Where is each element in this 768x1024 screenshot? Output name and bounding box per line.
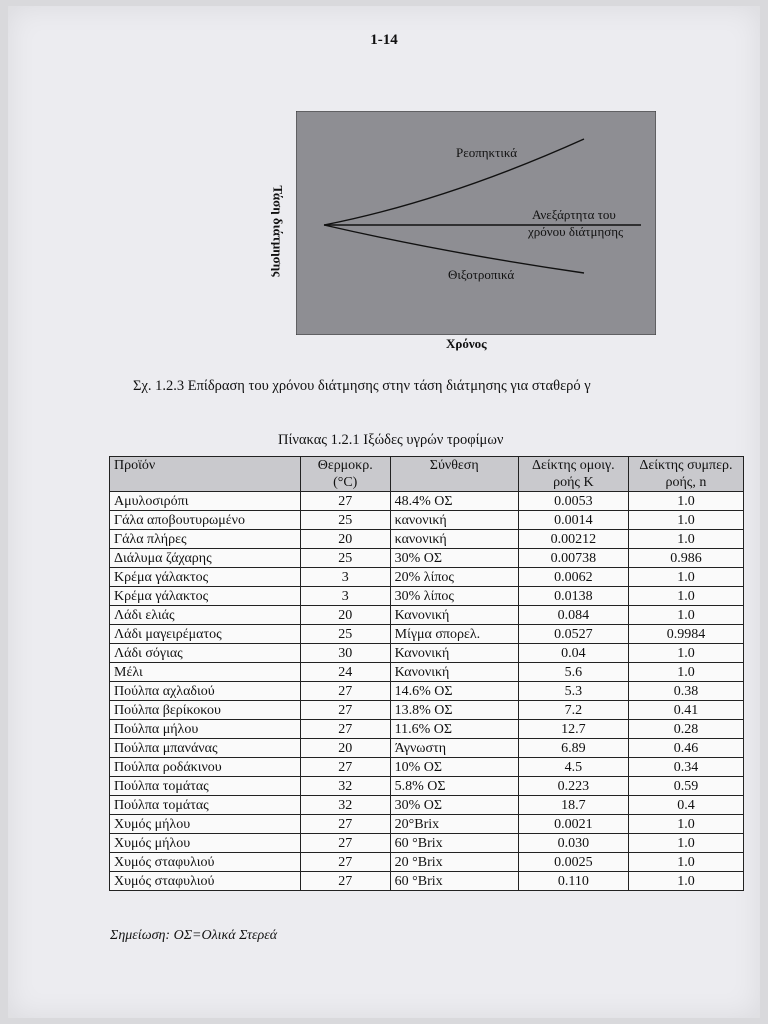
- cell-composition: 60 °Brix: [390, 872, 518, 891]
- cell-temperature: 27: [300, 758, 390, 777]
- page-number: 1-14: [370, 32, 398, 48]
- table-row: [110, 739, 744, 758]
- cell-composition: 20% λίπος: [390, 568, 518, 587]
- cell-consistency-index: 5.3: [518, 682, 628, 701]
- cell-composition: 10% ΟΣ: [390, 758, 518, 777]
- rheopectic-label: Ρεοπηκτικά: [456, 145, 518, 160]
- header-flow-index: Δείκτης συμπερ. ροής, n: [628, 457, 743, 492]
- table-title: Πίνακας 1.2.1 Ιξώδες υγρών τροφίμων: [278, 432, 504, 448]
- table-row: [110, 777, 744, 796]
- cell-product: Λάδι μαγειρέματος: [110, 625, 301, 644]
- table-row: [110, 606, 744, 625]
- cell-product: Γάλα αποβουτυρωμένο: [110, 511, 301, 530]
- cell-temperature: 3: [300, 568, 390, 587]
- cell-flow-index: 1.0: [628, 815, 743, 834]
- y-axis-label: Τάση διάτμησης: [271, 185, 287, 277]
- header-product: Προϊόν: [110, 457, 301, 492]
- cell-temperature: 20: [300, 530, 390, 549]
- cell-consistency-index: 0.084: [518, 606, 628, 625]
- cell-temperature: 27: [300, 682, 390, 701]
- table-row: [110, 853, 744, 872]
- cell-composition: 48.4% ΟΣ: [390, 492, 518, 511]
- header-consistency-index: Δείκτης ομοιγ. ροής Κ: [518, 457, 628, 492]
- table-body: [110, 492, 744, 891]
- cell-flow-index: 1.0: [628, 530, 743, 549]
- document-page: [8, 6, 760, 1018]
- cell-consistency-index: 0.030: [518, 834, 628, 853]
- cell-composition: 20 °Brix: [390, 853, 518, 872]
- independent-label-line1: Ανεξάρτητα του: [532, 207, 616, 222]
- cell-temperature: 27: [300, 720, 390, 739]
- cell-consistency-index: 6.89: [518, 739, 628, 758]
- cell-consistency-index: 4.5: [518, 758, 628, 777]
- cell-product: Πούλπα μπανάνας: [110, 739, 301, 758]
- table-row: [110, 568, 744, 587]
- cell-temperature: 25: [300, 625, 390, 644]
- cell-consistency-index: 0.110: [518, 872, 628, 891]
- table-header-row: [110, 457, 744, 492]
- cell-product: Κρέμα γάλακτος: [110, 568, 301, 587]
- cell-product: Χυμός μήλου: [110, 834, 301, 853]
- independent-label-line2: χρόνου διάτμησης: [528, 224, 624, 239]
- cell-temperature: 32: [300, 796, 390, 815]
- cell-consistency-index: 0.0062: [518, 568, 628, 587]
- table-row: [110, 663, 744, 682]
- cell-composition: 30% ΟΣ: [390, 549, 518, 568]
- cell-temperature: 20: [300, 739, 390, 758]
- cell-flow-index: 1.0: [628, 511, 743, 530]
- cell-flow-index: 0.59: [628, 777, 743, 796]
- header-composition: Σύνθεση: [390, 457, 518, 492]
- x-axis-label: Χρόνος: [446, 336, 487, 351]
- cell-product: Χυμός σταφυλιού: [110, 872, 301, 891]
- table-row: [110, 644, 744, 663]
- cell-flow-index: 1.0: [628, 606, 743, 625]
- header-temperature: Θερμοκρ. (°C): [300, 457, 390, 492]
- table-row: [110, 872, 744, 891]
- figure-caption: Σχ. 1.2.3 Επίδραση του χρόνου διάτμησης στην τάση διάτμησης για σταθερό γ: [133, 378, 591, 394]
- table-row: [110, 758, 744, 777]
- cell-temperature: 27: [300, 492, 390, 511]
- cell-temperature: 3: [300, 587, 390, 606]
- table-row: [110, 682, 744, 701]
- cell-consistency-index: 0.0138: [518, 587, 628, 606]
- cell-flow-index: 1.0: [628, 492, 743, 511]
- cell-product: Λάδι ελιάς: [110, 606, 301, 625]
- cell-temperature: 32: [300, 777, 390, 796]
- cell-composition: 20°Brix: [390, 815, 518, 834]
- cell-flow-index: 0.34: [628, 758, 743, 777]
- cell-flow-index: 1.0: [628, 644, 743, 663]
- table-row: [110, 549, 744, 568]
- cell-composition: Κανονική: [390, 663, 518, 682]
- cell-product: Πούλπα ροδάκινου: [110, 758, 301, 777]
- cell-flow-index: 0.4: [628, 796, 743, 815]
- cell-product: Πούλπα μήλου: [110, 720, 301, 739]
- cell-flow-index: 1.0: [628, 663, 743, 682]
- cell-consistency-index: 0.0053: [518, 492, 628, 511]
- cell-composition: κανονική: [390, 530, 518, 549]
- cell-composition: Κανονική: [390, 644, 518, 663]
- cell-product: Πούλπα αχλαδιού: [110, 682, 301, 701]
- cell-product: Κρέμα γάλακτος: [110, 587, 301, 606]
- table-row: [110, 625, 744, 644]
- cell-composition: Κανονική: [390, 606, 518, 625]
- cell-flow-index: 0.41: [628, 701, 743, 720]
- cell-temperature: 27: [300, 872, 390, 891]
- thixotropic-label: Θιξοτροπικά: [448, 267, 515, 282]
- cell-temperature: 25: [300, 549, 390, 568]
- cell-composition: 11.6% ΟΣ: [390, 720, 518, 739]
- table-row: [110, 815, 744, 834]
- cell-flow-index: 1.0: [628, 834, 743, 853]
- cell-consistency-index: 0.223: [518, 777, 628, 796]
- table-row: [110, 834, 744, 853]
- table-note: Σημείωση: ΟΣ=Ολικά Στερεά: [110, 928, 278, 943]
- cell-temperature: 27: [300, 701, 390, 720]
- cell-product: Πούλπα βερίκοκου: [110, 701, 301, 720]
- cell-composition: Άγνωστη: [390, 739, 518, 758]
- table-row: [110, 796, 744, 815]
- cell-flow-index: 1.0: [628, 587, 743, 606]
- cell-composition: Μίγμα σπορελ.: [390, 625, 518, 644]
- cell-product: Γάλα πλήρες: [110, 530, 301, 549]
- cell-composition: 30% λίπος: [390, 587, 518, 606]
- cell-consistency-index: 0.0014: [518, 511, 628, 530]
- cell-product: Χυμός σταφυλιού: [110, 853, 301, 872]
- table-row: [110, 492, 744, 511]
- table-row: [110, 587, 744, 606]
- cell-consistency-index: 18.7: [518, 796, 628, 815]
- cell-product: Πούλπα τομάτας: [110, 796, 301, 815]
- cell-product: Μέλι: [110, 663, 301, 682]
- cell-composition: κανονική: [390, 511, 518, 530]
- cell-consistency-index: 0.00738: [518, 549, 628, 568]
- cell-flow-index: 0.28: [628, 720, 743, 739]
- cell-consistency-index: 0.00212: [518, 530, 628, 549]
- cell-composition: 13.8% ΟΣ: [390, 701, 518, 720]
- cell-temperature: 20: [300, 606, 390, 625]
- cell-consistency-index: 12.7: [518, 720, 628, 739]
- cell-consistency-index: 0.0021: [518, 815, 628, 834]
- cell-product: Διάλυμα ζάχαρης: [110, 549, 301, 568]
- cell-temperature: 27: [300, 853, 390, 872]
- cell-flow-index: 1.0: [628, 853, 743, 872]
- viscosity-table: [109, 456, 744, 891]
- cell-product: Αμυλοσιρόπι: [110, 492, 301, 511]
- cell-composition: 5.8% ΟΣ: [390, 777, 518, 796]
- cell-product: Λάδι σόγιας: [110, 644, 301, 663]
- plot-area: [296, 111, 656, 335]
- cell-temperature: 25: [300, 511, 390, 530]
- y-axis-label-container: [260, 136, 296, 326]
- cell-product: Πούλπα τομάτας: [110, 777, 301, 796]
- table-row: [110, 530, 744, 549]
- cell-consistency-index: 7.2: [518, 701, 628, 720]
- cell-temperature: 27: [300, 815, 390, 834]
- cell-flow-index: 1.0: [628, 872, 743, 891]
- table-row: [110, 511, 744, 530]
- cell-flow-index: 1.0: [628, 568, 743, 587]
- cell-product: Χυμός μήλου: [110, 815, 301, 834]
- cell-consistency-index: 0.0527: [518, 625, 628, 644]
- table-row: [110, 720, 744, 739]
- cell-composition: 60 °Brix: [390, 834, 518, 853]
- cell-temperature: 30: [300, 644, 390, 663]
- cell-flow-index: 0.38: [628, 682, 743, 701]
- cell-flow-index: 0.9984: [628, 625, 743, 644]
- cell-composition: 30% ΟΣ: [390, 796, 518, 815]
- cell-temperature: 27: [300, 834, 390, 853]
- cell-consistency-index: 0.0025: [518, 853, 628, 872]
- cell-consistency-index: 0.04: [518, 644, 628, 663]
- cell-temperature: 24: [300, 663, 390, 682]
- cell-flow-index: 0.986: [628, 549, 743, 568]
- cell-composition: 14.6% ΟΣ: [390, 682, 518, 701]
- cell-consistency-index: 5.6: [518, 663, 628, 682]
- figure: [266, 106, 666, 356]
- table-row: [110, 701, 744, 720]
- cell-flow-index: 0.46: [628, 739, 743, 758]
